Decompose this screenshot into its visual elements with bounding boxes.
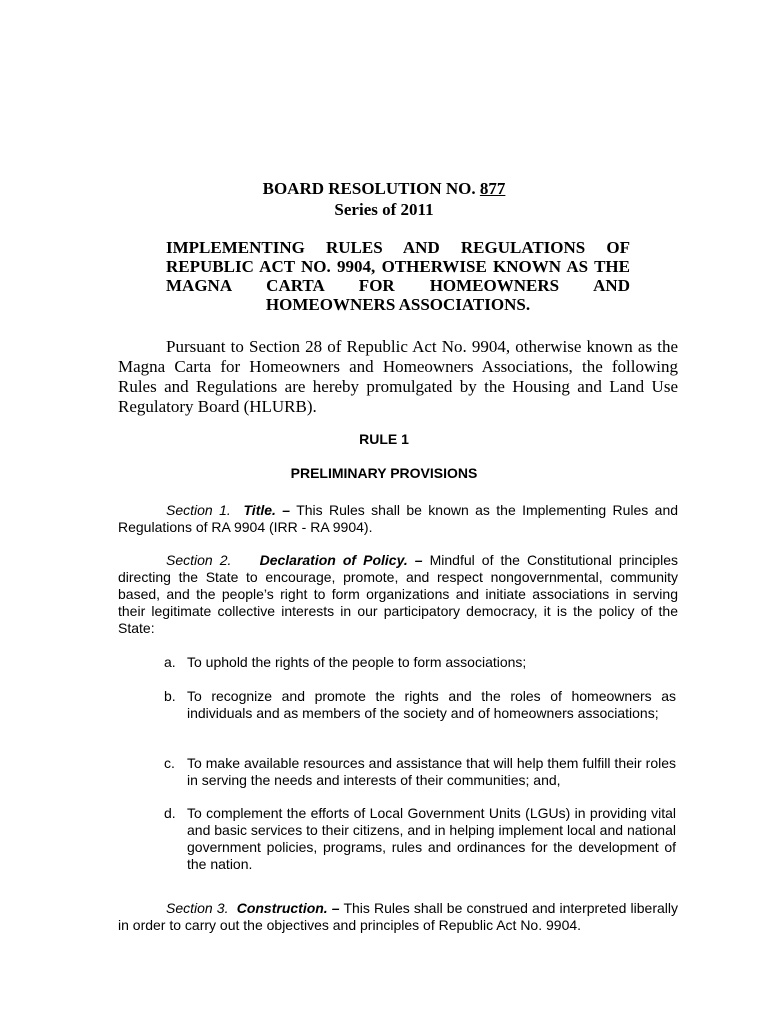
section-2 xyxy=(118,552,678,637)
list-item-letter: d. xyxy=(164,805,176,821)
section-3-label: Section 3. xyxy=(166,900,229,916)
policy-list xyxy=(164,654,676,884)
list-item-letter: b. xyxy=(164,688,176,704)
section-2-title: Declaration of Policy. – xyxy=(259,552,423,568)
resolution-heading xyxy=(0,179,768,199)
resolution-label: BOARD RESOLUTION NO. xyxy=(262,179,476,198)
section-1-text: This Rules shall be known as the Implementing Rules and Regulations of RA 9904 (IRR - RA 9904). xyxy=(118,502,679,535)
list-item-text: To uphold the rights of the people to form associations; xyxy=(187,654,527,670)
section-1-title: Title. – xyxy=(243,502,291,518)
section-2-label: Section 2. xyxy=(166,552,232,568)
rule-heading: PRELIMINARY PROVISIONS xyxy=(290,465,478,481)
section-1-label: Section 1. xyxy=(166,502,231,518)
intro-paragraph: Pursuant to Section 28 of Republic Act No. 9904, otherwise known as the Magna Carta for Homeowners and Homeowners Associations, the following Rules and Regulations are hereby promulgated by the Housing and Land Use Regulatory Board (HLURB). xyxy=(118,337,678,416)
document-title: IMPLEMENTING RULES AND REGULATIONS OF REPUBLIC ACT NO. 9904, OTHERWISE KNOWN AS THE MAGNA CARTA FOR HOMEOWNERS AND HOMEOWNERS ASSOCIATIONS. xyxy=(166,238,630,314)
section-3-title: Construction. – xyxy=(236,900,340,916)
list-item-text: To recognize and promote the rights and the roles of homeowners as individuals and as members of the society and of homeowners associations; xyxy=(187,688,676,721)
list-item-letter: a. xyxy=(164,654,176,670)
resolution-number: 877 xyxy=(479,179,506,198)
list-item-text: To complement the efforts of Local Government Units (LGUs) in providing vital and basic services to their citizens, and in helping implement local and national government policies, programs, rules and ordinances for the development of the nation. xyxy=(187,805,676,872)
rule-number: RULE 1 xyxy=(359,431,409,447)
section-2-text: Mindful of the Constitutional principles directing the State to encourage, promote, and respect nongovernmental, community based, and the people’s right to form organizations and initiate associations in serving their legitimate collective interests in our participatory democracy, it is the policy of the State: xyxy=(118,552,679,636)
section-3-text: This Rules shall be construed and interpreted liberally in order to carry out the objectives and principles of Republic Act No. 9904. xyxy=(118,900,679,933)
list-item-text: To make available resources and assistance that will help them fulfill their roles in serving the needs and interests of their communities; and, xyxy=(187,755,676,788)
section-1 xyxy=(118,502,678,536)
list-item-letter: c. xyxy=(164,755,175,771)
resolution-series: Series of 2011 xyxy=(334,200,434,219)
section-3 xyxy=(118,900,678,934)
